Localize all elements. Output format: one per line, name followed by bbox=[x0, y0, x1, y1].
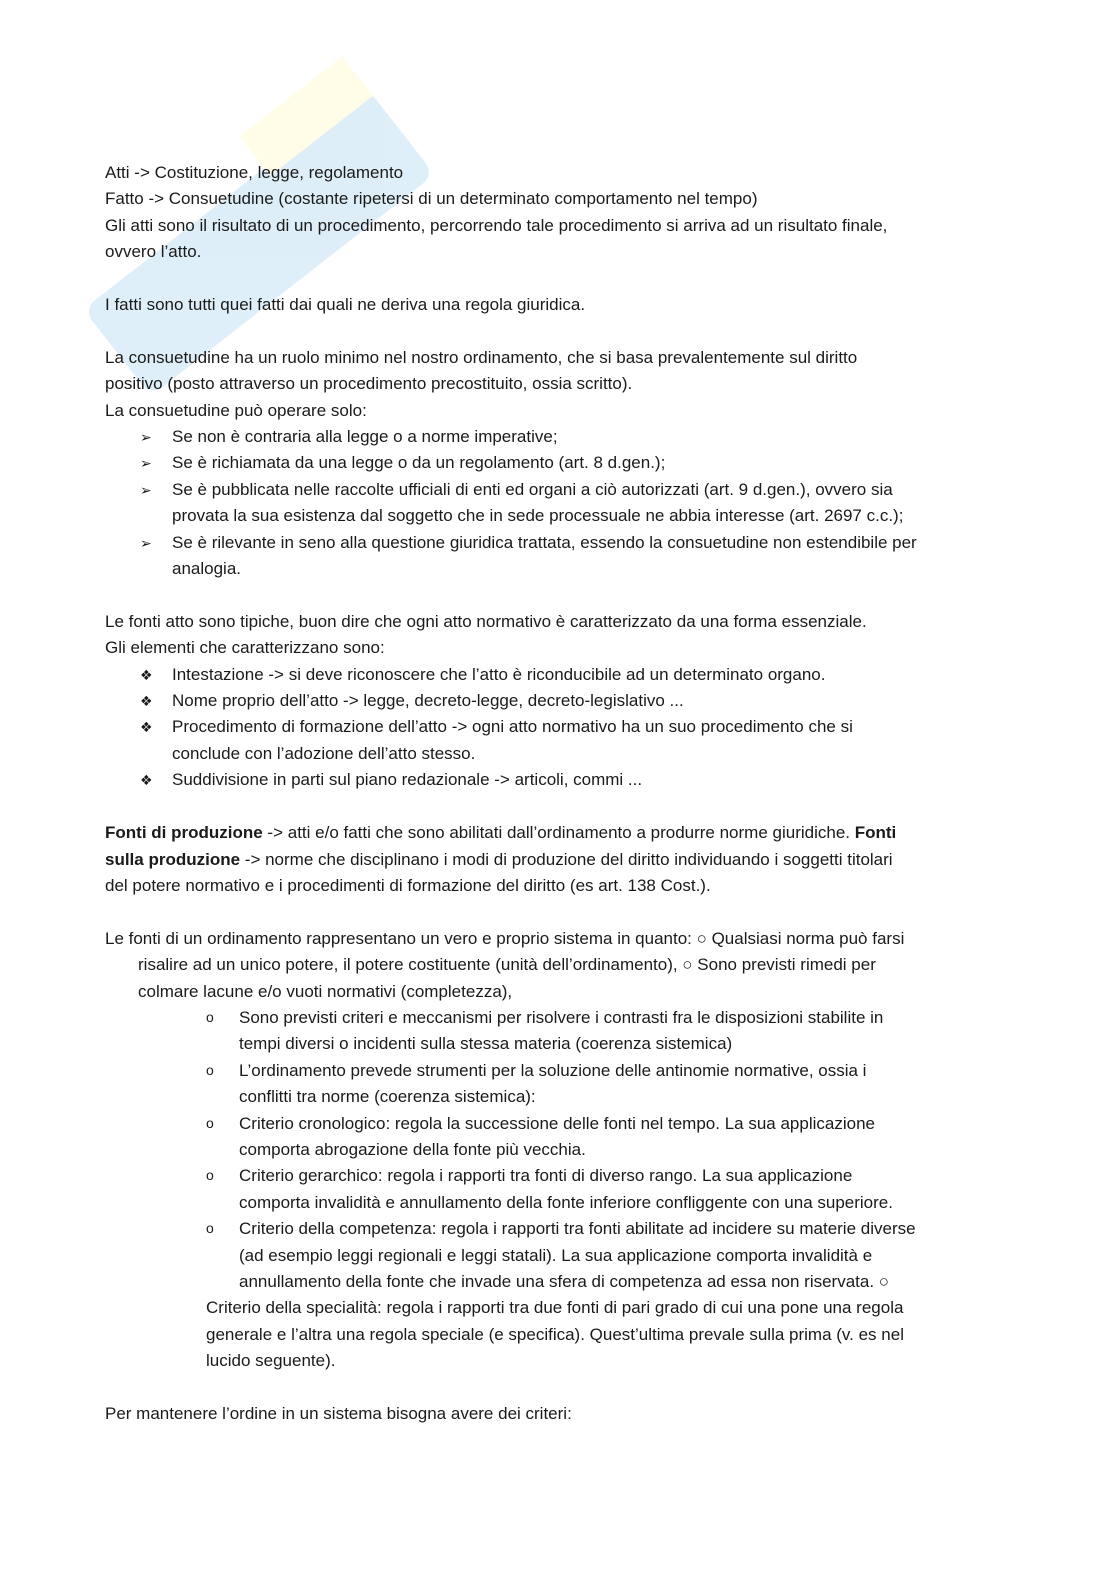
diamond-list-item: ❖ Intestazione -> si deve riconoscere che l’atto è riconducibile ad un determinato organo. bbox=[105, 662, 1005, 688]
document-page bbox=[105, 160, 1005, 1427]
diamond-list-item: ❖ Nome proprio dell’atto -> legge, decreto-legge, decreto-legislativo ... bbox=[105, 688, 1005, 714]
fonti-produzione-line: del potere normativo e i procedimenti di formazione del diritto (es art. 138 Cost.). bbox=[105, 875, 711, 895]
intro-line: Gli atti sono il risultato di un procedimento, percorrendo tale procedimento si arriva ad un risultato finale, bbox=[105, 215, 888, 235]
specialita-line: Criterio della specialità: regola i rapporti tra due fonti di pari grado di cui una pone una regola bbox=[206, 1298, 904, 1318]
closing-line: Per mantenere l’ordine in un sistema bisogna avere dei criteri: bbox=[105, 1404, 572, 1423]
circle-list-item: o Sono previsti criteri e meccanismi per risolvere i contrasti fra le disposizioni stabilite in bbox=[105, 1005, 1005, 1031]
specialita-line: lucido seguente). bbox=[206, 1351, 336, 1371]
arrow-list-item: ➢ Se è richiamata da una legge o da un regolamento (art. 8 d.gen.); bbox=[105, 450, 1005, 476]
intro-line: Fatto -> Consuetudine (costante ripetersi di un determinato comportamento nel tempo) bbox=[105, 189, 758, 209]
circle-bullet-icon: o bbox=[206, 1061, 214, 1078]
circle-bullet-icon: o bbox=[206, 1008, 214, 1025]
circle-bullet-icon: o bbox=[206, 1114, 214, 1131]
diamond-bullet-icon: ❖ bbox=[140, 719, 153, 736]
fonti-atto-line: Le fonti atto sono tipiche, buon dire che ogni atto normativo è caratterizzato da una forma essenziale. bbox=[105, 611, 867, 631]
circle-list-item-cont: tempi diversi o incidenti sulla stessa materia (coerenza sistemica) bbox=[239, 1034, 733, 1054]
specialita-line: generale e l’altra una regola speciale (e specifica). Quest’ultima prevale sulla prima (v. es nel bbox=[206, 1324, 904, 1344]
diamond-bullet-icon: ❖ bbox=[140, 693, 153, 710]
diamond-list-item: ❖ Suddivisione in parti sul piano redazionale -> articoli, commi ... bbox=[105, 767, 1005, 793]
arrow-list-item-cont: provata la sua esistenza dal soggetto che in sede processuale ne abbia interesse (art. 2697 c.c.); bbox=[172, 506, 904, 526]
circle-list-item-cont: comporta invalidità e annullamento della fonte inferiore confliggente con una superiore. bbox=[239, 1192, 893, 1212]
diamond-bullet-icon: ❖ bbox=[140, 666, 153, 683]
fonti-atto-line: Gli elementi che caratterizzano sono: bbox=[105, 638, 385, 658]
sistema-line: colmare lacune e/o vuoti normativi (completezza), bbox=[138, 981, 513, 1001]
arrow-bullet-icon: ➢ bbox=[140, 481, 152, 498]
circle-list-item-cont: conflitti tra norme (coerenza sistemica): bbox=[239, 1087, 536, 1107]
consuetudine-line: La consuetudine può operare solo: bbox=[105, 400, 367, 420]
circle-bullet-icon: o bbox=[206, 1167, 214, 1184]
intro-line: Atti -> Costituzione, legge, regolamento bbox=[105, 163, 404, 182]
diamond-list-item: ❖ Procedimento di formazione dell’atto -> ogni atto normativo ha un suo procedimento che si bbox=[105, 714, 1005, 740]
circle-list-item: o Criterio cronologico: regola la successione delle fonti nel tempo. La sua applicazione bbox=[105, 1111, 1005, 1137]
diamond-bullet-icon: ❖ bbox=[140, 772, 153, 789]
circle-list-item: o Criterio gerarchico: regola i rapporti tra fonti di diverso rango. La sua applicazione bbox=[105, 1163, 1005, 1189]
arrow-list-item: ➢ Se non è contraria alla legge o a norme imperative; bbox=[105, 424, 1005, 450]
arrow-bullet-icon: ➢ bbox=[140, 455, 152, 472]
circle-list-item: o L’ordinamento prevede strumenti per la soluzione delle antinomie normative, ossia i bbox=[105, 1058, 1005, 1084]
sistema-line: risalire ad un unico potere, il potere costituente (unità dell’ordinamento), ○ Sono previsti rimedi per bbox=[138, 955, 876, 975]
diamond-list-item-cont: conclude con l’adozione dell’atto stesso. bbox=[172, 743, 476, 763]
circle-list-item-cont: comporta abrogazione della fonte più vecchia. bbox=[239, 1139, 586, 1159]
circle-list-item-cont: annullamento della fonte che invade una sfera di competenza ad essa non riservata. ○ bbox=[239, 1271, 890, 1291]
arrow-list-item-cont: analogia. bbox=[172, 559, 242, 579]
sistema-line: Le fonti di un ordinamento rappresentano un vero e proprio sistema in quanto: ○ Qualsiasi norma può farsi bbox=[105, 928, 905, 948]
consuetudine-line: positivo (posto attraverso un procedimento precostituito, ossia scritto). bbox=[105, 374, 633, 394]
arrow-list-item: ➢ Se è pubblicata nelle raccolte ufficiali di enti ed organi a ciò autorizzati (art. 9 d.gen.), ovvero sia bbox=[105, 477, 1005, 503]
circle-list-item-cont: (ad esempio leggi regionali e leggi statali). La sua applicazione comporta invalidità e bbox=[239, 1245, 873, 1265]
fonti-produzione-line: sulla produzione -> norme che disciplinano i modi di produzione del diritto individuando i soggetti titolari bbox=[105, 849, 893, 869]
arrow-list-item: ➢ Se è rilevante in seno alla questione giuridica trattata, essendo la consuetudine non estendibile per bbox=[105, 530, 1005, 556]
fatti-paragraph: I fatti sono tutti quei fatti dai quali ne deriva una regola giuridica. bbox=[105, 295, 586, 315]
circle-list-item: o Criterio della competenza: regola i rapporti tra fonti abilitate ad incidere su materie diverse bbox=[105, 1216, 1005, 1242]
fonti-produzione-line: Fonti di produzione -> atti e/o fatti che sono abilitati dall’ordinamento a produrre norme giuridiche. Fonti bbox=[105, 823, 897, 843]
arrow-bullet-icon: ➢ bbox=[140, 534, 152, 551]
intro-line: ovvero l’atto. bbox=[105, 242, 202, 262]
consuetudine-line: La consuetudine ha un ruolo minimo nel nostro ordinamento, che si basa prevalentemente sul diritto bbox=[105, 347, 858, 367]
circle-bullet-icon: o bbox=[206, 1220, 214, 1237]
arrow-bullet-icon: ➢ bbox=[140, 429, 152, 446]
